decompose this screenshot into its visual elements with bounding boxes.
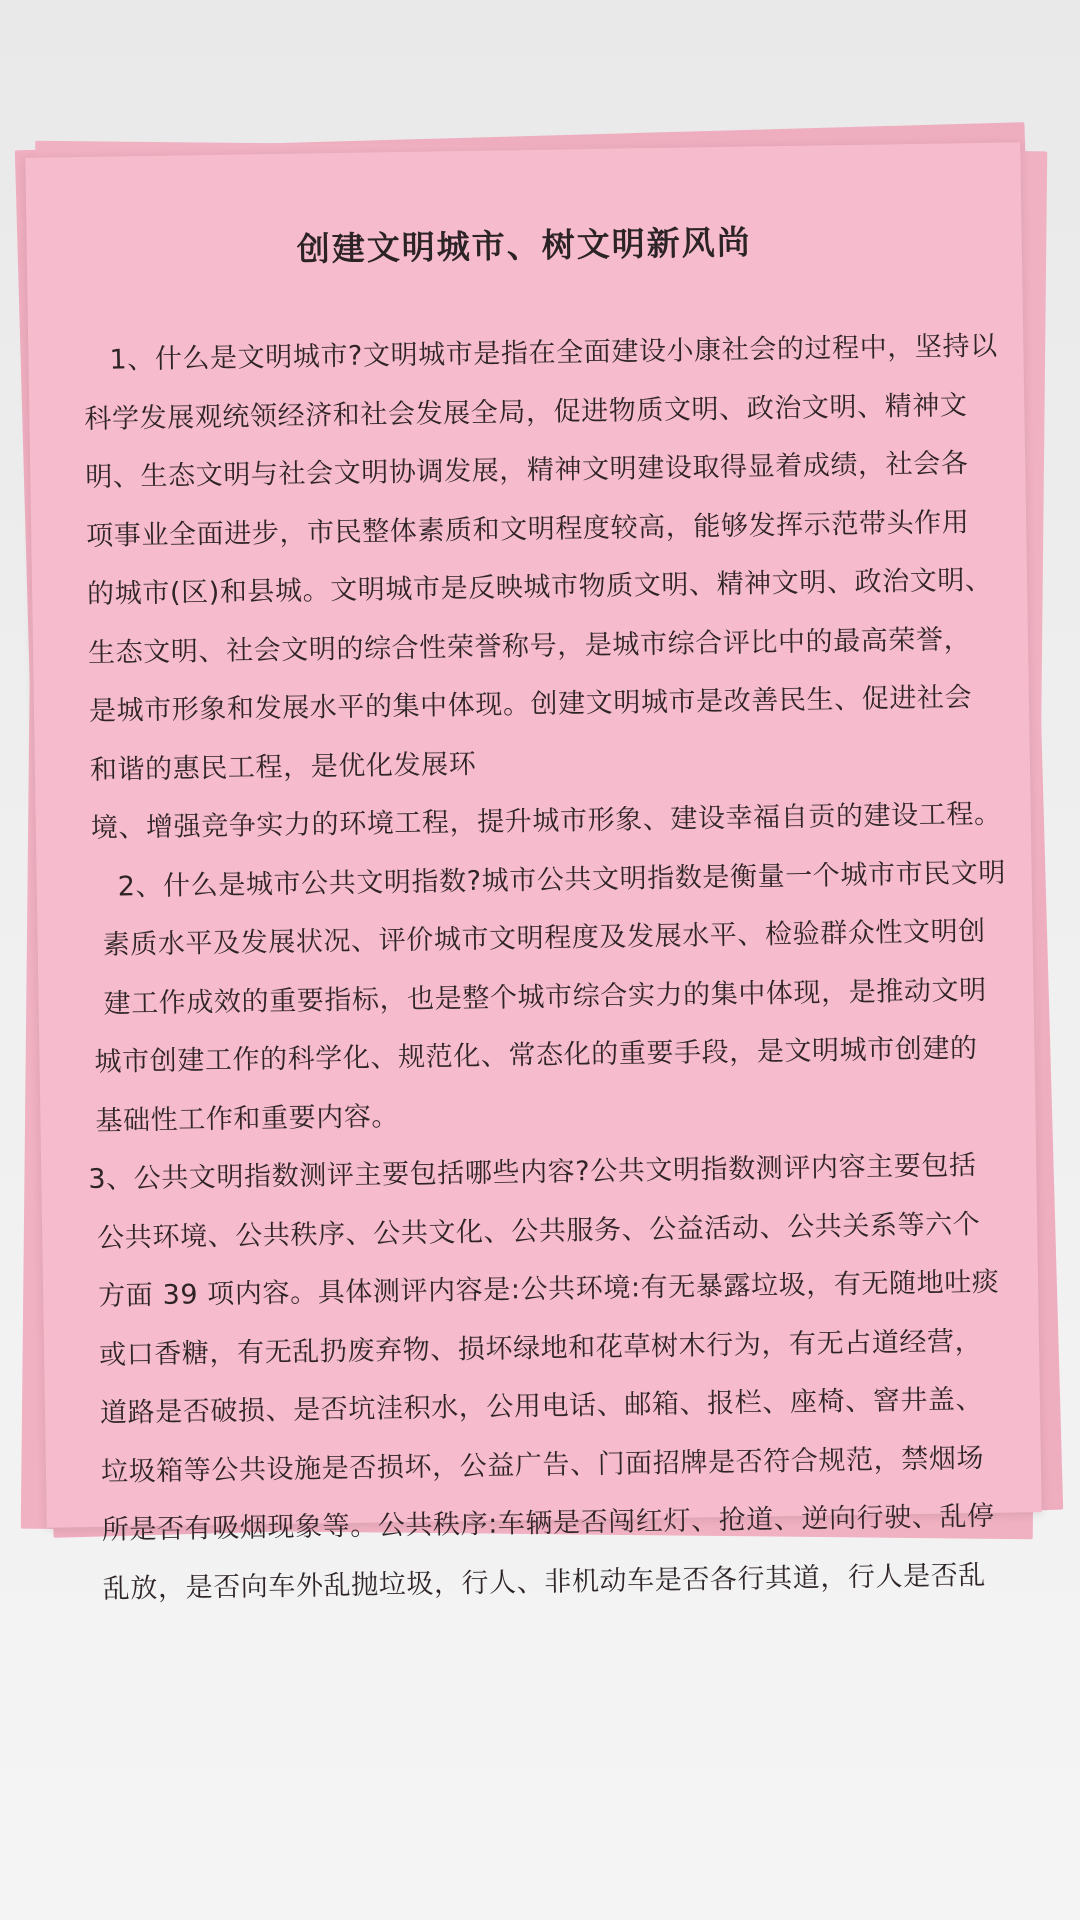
text-line: 1、什么是文明城市?文明城市是指在全面建设小康社会的过程中，坚持以 [109,330,998,376]
text-line: 垃圾箱等公共设施是否损坏，公益广告、门面招牌是否符合规范，禁烟场 [100,1442,985,1488]
text-line: 2、什么是城市公共文明指数?城市公共文明指数是衡量一个城市市民文明 [117,857,1007,903]
text-line: 明、生态文明与社会文明协调发展，精神文明建设取得显着成绩，社会各 [85,448,969,493]
text-line: 城市创建工作的科学化、规范化、常态化的重要手段，是文明城市创建的 [94,1033,978,1078]
text-line: 的城市(区)和县城。文明城市是反映城市物质文明、精神文明、政治文明、 [86,564,993,610]
text-line: 科学发展观统领经济和社会发展全局，促进物质文明、政治文明、精神文 [84,389,968,435]
text-line: 方面 39 项内容。具体测评内容是:公共环境:有无暴露垃圾，有无随地吐痰 [97,1266,1000,1312]
text-line: 所是否有吸烟现象等。公共秩序:车辆是否闯红灯、抢道、逆向行驶、乱停 [101,1500,995,1546]
text-line: 素质水平及发展状况、评价城市文明程度及发展水平、检验群众性文明创 [102,915,987,961]
paper-stack [26,140,1046,1605]
text-line: 3、公共文明指数测评主要包括哪些内容?公共文明指数测评内容主要包括 [88,1150,977,1196]
text-line: 生态文明、社会文明的综合性荣誉称号，是城市综合评比中的最高荣誉， [87,623,972,669]
text-line: 基础性工作和重要内容。 [95,1100,400,1137]
text-line: 道路是否破损、是否坑洼积水，公用电话、邮箱、报栏、座椅、窨井盖、 [99,1384,984,1429]
document-body [83,318,1007,1619]
pink-flyer-page [25,142,1041,1605]
text-line: 和谐的惠民工程，是优化发展环 [89,748,477,786]
text-line: 是城市形象和发展水平的集中体现。创建文明城市是改善民生、促进社会 [88,682,973,727]
text-line: 公共环境、公共秩序、公共文化、公共服务、公益活动、公共关系等六个 [97,1208,981,1254]
text-line: 或口香糖，有无乱扔废弃物、损坏绿地和花草树木行为，有无占道经营， [98,1325,983,1371]
text-line: 项事业全面进步，市民整体素质和文明程度较高，能够发挥示范带头作用 [86,506,970,552]
text-line: 境、增强竞争实力的环境工程，提升城市形象、建设幸福自贡的建设工程。 [90,798,1002,844]
text-line: 乱放，是否向车外乱抛垃圾，行人、非机动车是否各行其道，行人是否乱 [102,1559,987,1605]
text-line: 建工作成效的重要指标，也是整个城市综合实力的集中体现，是推动文明 [103,974,987,1020]
document-title: 创建文明城市、树文明新风尚 [296,222,753,269]
